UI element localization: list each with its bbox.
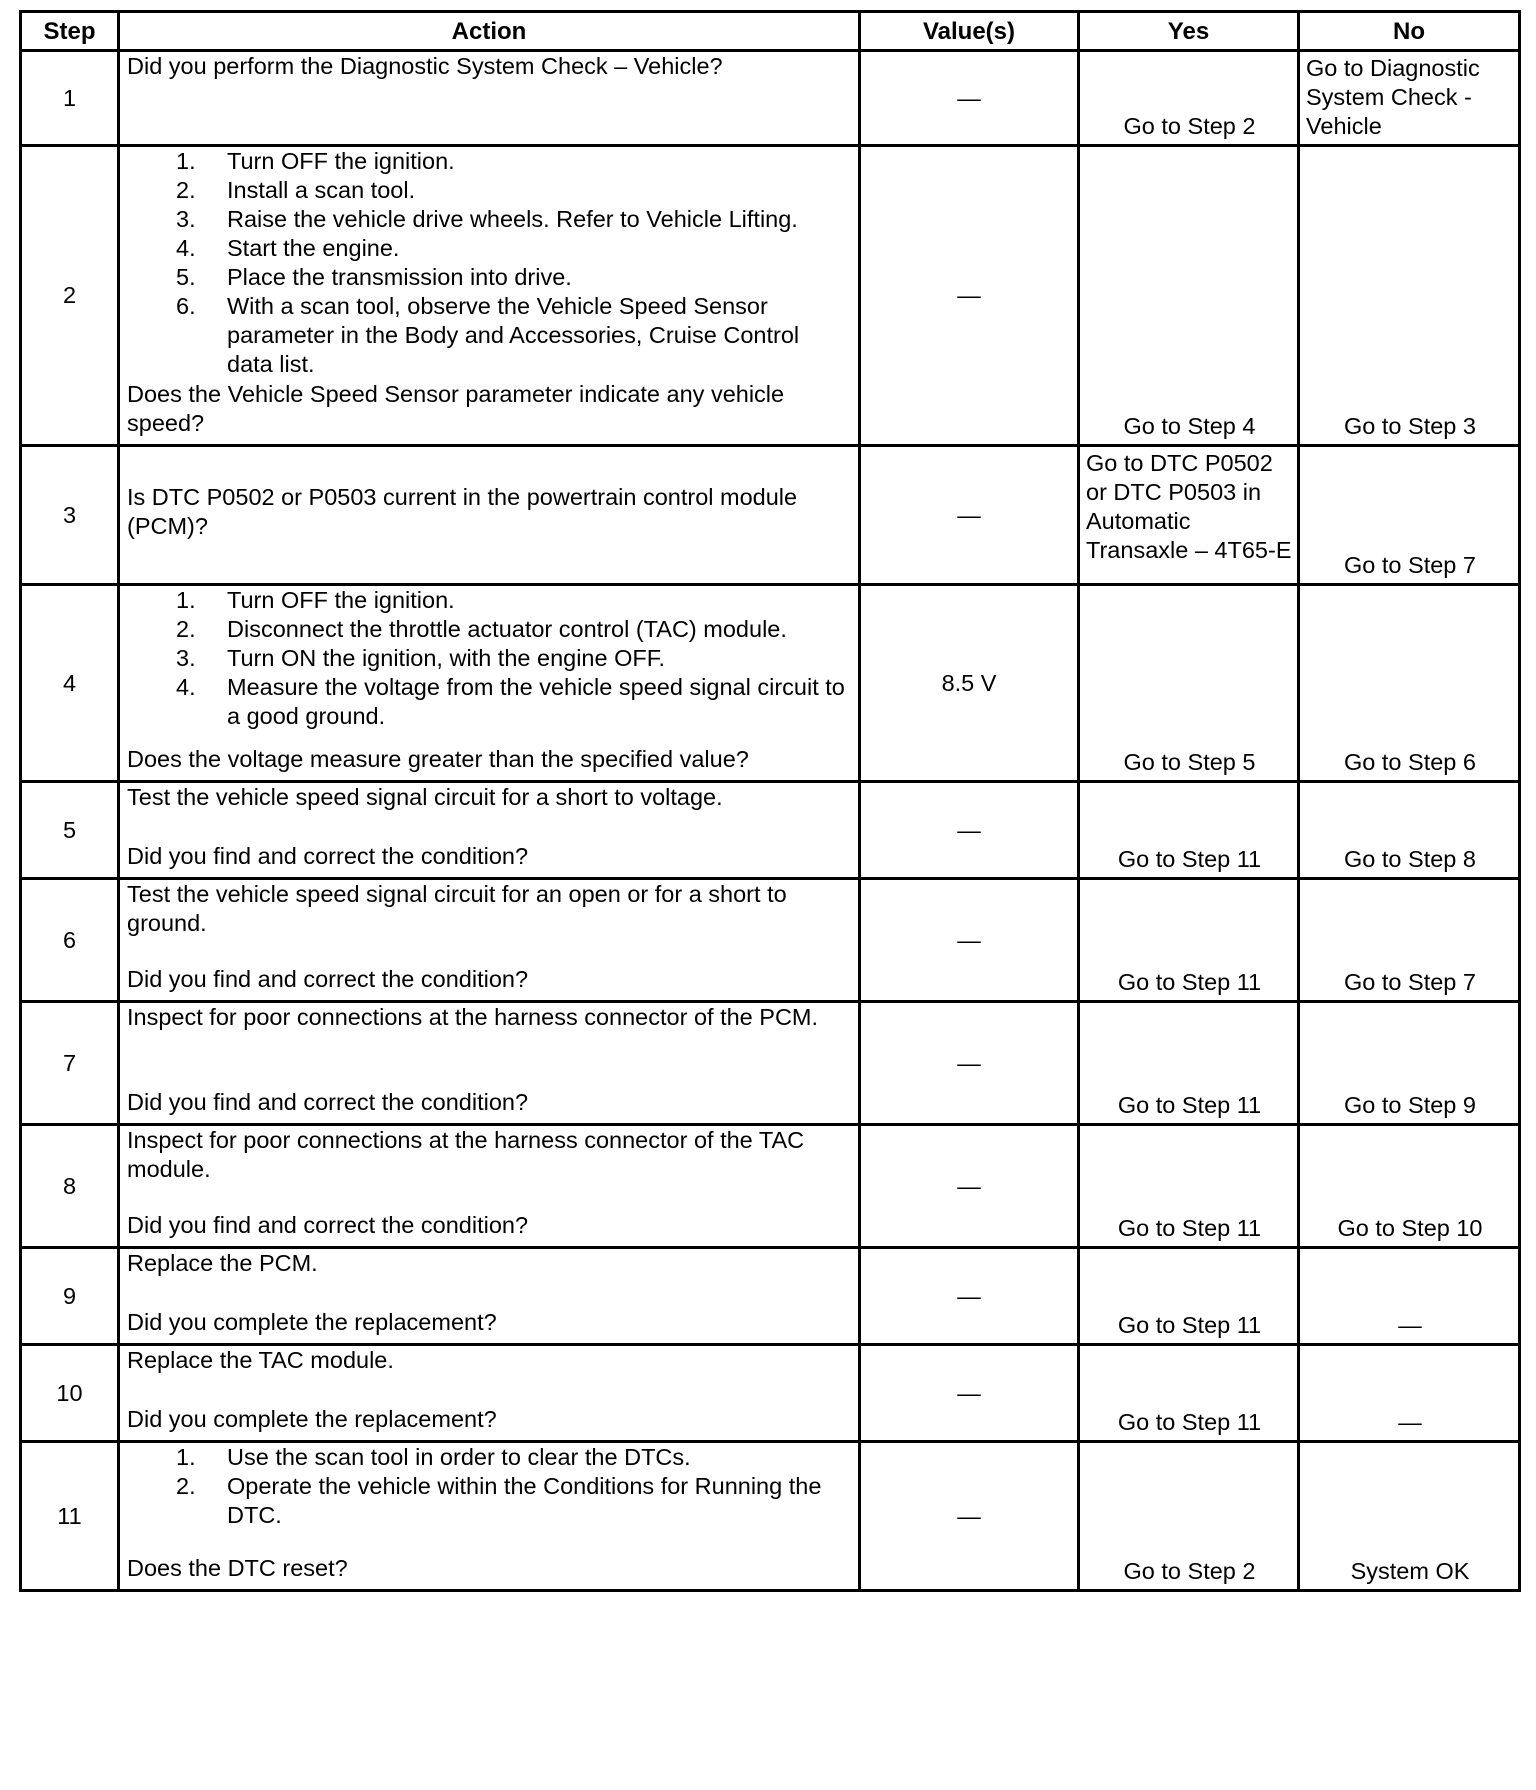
list-item [176, 176, 850, 205]
yes-cell: Go to Step 5 [1079, 585, 1299, 782]
list-item [176, 147, 850, 176]
value-cell: — [860, 782, 1079, 879]
action-question: Did you find and correct the condition? [127, 1212, 529, 1238]
step-number: 1 [21, 51, 119, 146]
numbered-list [127, 1443, 850, 1530]
yes-cell: Go to Step 11 [1079, 879, 1299, 1002]
value-cell: — [860, 1248, 1079, 1345]
action-text: Inspect for poor connections at the harness connector of the PCM. [127, 1004, 819, 1030]
table-row [21, 51, 1520, 146]
no-cell: — [1299, 1248, 1520, 1345]
list-item-text: Operate the vehicle within the Conditions for Running the DTC. [227, 1473, 822, 1528]
header-action: Action [119, 12, 860, 51]
yes-cell: Go to Step 4 [1079, 146, 1299, 446]
table-row [21, 446, 1520, 585]
action-cell [119, 446, 860, 585]
step-number: 8 [21, 1125, 119, 1248]
table-row [21, 1125, 1520, 1248]
list-item [176, 644, 850, 673]
list-item-text: Start the engine. [227, 235, 400, 261]
yes-cell: Go to Step 11 [1079, 1002, 1299, 1125]
list-item-number: 6. [176, 293, 196, 319]
action-cell [119, 1248, 860, 1345]
value-cell: — [860, 446, 1079, 585]
action-text: Replace the TAC module. [127, 1347, 394, 1373]
table-row [21, 1002, 1520, 1125]
list-item-text: Turn OFF the ignition. [227, 148, 455, 174]
action-text: Did you perform the Diagnostic System Check – Vehicle? [127, 53, 723, 79]
no-cell: — [1299, 1345, 1520, 1442]
no-cell: Go to Step 3 [1299, 146, 1520, 446]
list-item-text: Raise the vehicle drive wheels. Refer to Vehicle Lifting. [227, 206, 798, 232]
no-cell: Go to Diagnostic System Check - Vehicle [1299, 51, 1520, 146]
table-row [21, 782, 1520, 879]
value-cell: — [860, 1002, 1079, 1125]
action-cell [119, 1345, 860, 1442]
list-item-text: With a scan tool, observe the Vehicle Speed Sensor parameter in the Body and Accessories, Cruise Control data list. [227, 293, 800, 377]
list-item [176, 615, 850, 644]
step-number: 6 [21, 879, 119, 1002]
action-text: Is DTC P0502 or P0503 current in the powertrain control module (PCM)? [127, 484, 798, 539]
step-number: 5 [21, 782, 119, 879]
list-item [176, 205, 850, 234]
value-cell: — [860, 1345, 1079, 1442]
action-cell [119, 879, 860, 1002]
action-cell [119, 1442, 860, 1591]
diagnostic-table [19, 10, 1521, 1592]
action-text: Test the vehicle speed signal circuit for a short to voltage. [127, 784, 723, 810]
action-cell [119, 51, 860, 146]
action-question: Does the voltage measure greater than the specified value? [127, 746, 749, 772]
action-instructions [127, 1443, 850, 1530]
yes-cell: Go to Step 11 [1079, 1125, 1299, 1248]
action-question: Did you find and correct the condition? [127, 1089, 529, 1115]
action-text: Test the vehicle speed signal circuit for an open or for a short to ground. [127, 881, 787, 936]
header-no: No [1299, 12, 1520, 51]
action-instructions [127, 147, 850, 379]
action-question: Did you find and correct the condition? [127, 843, 529, 869]
no-cell: Go to Step 10 [1299, 1125, 1520, 1248]
table-body [21, 51, 1520, 1591]
action-text: Inspect for poor connections at the harness connector of the TAC module. [127, 1127, 805, 1182]
list-item-number: 3. [176, 206, 196, 232]
action-instructions [127, 880, 850, 938]
numbered-list [127, 147, 850, 379]
action-question: Did you complete the replacement? [127, 1309, 497, 1335]
step-number: 11 [21, 1442, 119, 1591]
yes-cell: Go to Step 2 [1079, 1442, 1299, 1591]
numbered-list [127, 586, 850, 731]
action-question: Does the DTC reset? [127, 1555, 348, 1581]
list-item-number: 3. [176, 645, 196, 671]
list-item-number: 2. [176, 177, 196, 203]
value-cell: — [860, 1125, 1079, 1248]
action-question: Did you find and correct the condition? [127, 966, 529, 992]
value-cell: 8.5 V [860, 585, 1079, 782]
action-cell [119, 782, 860, 879]
list-item-number: 2. [176, 1473, 196, 1499]
value-cell: — [860, 879, 1079, 1002]
value-cell: — [860, 51, 1079, 146]
yes-cell: Go to Step 11 [1079, 1345, 1299, 1442]
action-instructions [127, 483, 850, 541]
list-item-number: 4. [176, 235, 196, 261]
list-item-text: Turn OFF the ignition. [227, 587, 455, 613]
no-cell: Go to Step 8 [1299, 782, 1520, 879]
action-instructions [127, 1126, 850, 1184]
table-row [21, 1442, 1520, 1591]
no-cell: Go to Step 9 [1299, 1002, 1520, 1125]
list-item [176, 263, 850, 292]
value-cell: — [860, 1442, 1079, 1591]
table-row [21, 879, 1520, 1002]
action-cell [119, 1002, 860, 1125]
table-row [21, 1248, 1520, 1345]
action-text: Replace the PCM. [127, 1250, 318, 1276]
no-cell: Go to Step 7 [1299, 879, 1520, 1002]
list-item [176, 673, 850, 731]
step-number: 4 [21, 585, 119, 782]
step-number: 10 [21, 1345, 119, 1442]
action-cell [119, 585, 860, 782]
list-item-number: 2. [176, 616, 196, 642]
list-item-text: Turn ON the ignition, with the engine OFF. [227, 645, 666, 671]
no-cell: Go to Step 7 [1299, 446, 1520, 585]
action-cell [119, 1125, 860, 1248]
list-item-text: Use the scan tool in order to clear the DTCs. [227, 1444, 691, 1470]
list-item [176, 234, 850, 263]
action-instructions [127, 52, 850, 81]
table-row [21, 585, 1520, 782]
action-instructions [127, 586, 850, 731]
list-item-text: Place the transmission into drive. [227, 264, 572, 290]
list-item [176, 292, 850, 379]
table-row [21, 1345, 1520, 1442]
action-instructions [127, 1249, 850, 1278]
step-number: 2 [21, 146, 119, 446]
action-question: Did you complete the replacement? [127, 1406, 497, 1432]
list-item-number: 5. [176, 264, 196, 290]
table-row [21, 146, 1520, 446]
list-item-text: Install a scan tool. [227, 177, 416, 203]
step-number: 7 [21, 1002, 119, 1125]
list-item-number: 1. [176, 1444, 196, 1470]
step-number: 3 [21, 446, 119, 585]
yes-cell: Go to DTC P0502 or DTC P0503 in Automatic Transaxle – 4T65-E [1079, 446, 1299, 585]
action-cell [119, 146, 860, 446]
list-item-text: Measure the voltage from the vehicle speed signal circuit to a good ground. [227, 674, 845, 729]
list-item [176, 1443, 850, 1472]
step-number: 9 [21, 1248, 119, 1345]
yes-cell: Go to Step 11 [1079, 1248, 1299, 1345]
list-item-number: 1. [176, 587, 196, 613]
no-cell: System OK [1299, 1442, 1520, 1591]
list-item [176, 586, 850, 615]
value-cell: — [860, 146, 1079, 446]
action-instructions [127, 1003, 850, 1032]
list-item-text: Disconnect the throttle actuator control (TAC) module. [227, 616, 787, 642]
header-step: Step [21, 12, 119, 51]
list-item-number: 1. [176, 148, 196, 174]
no-cell: Go to Step 6 [1299, 585, 1520, 782]
header-yes: Yes [1079, 12, 1299, 51]
header-values: Value(s) [860, 12, 1079, 51]
yes-cell: Go to Step 2 [1079, 51, 1299, 146]
action-instructions [127, 783, 850, 812]
action-question: Does the Vehicle Speed Sensor parameter indicate any vehicle speed? [127, 381, 785, 436]
list-item-number: 4. [176, 674, 196, 700]
list-item [176, 1472, 850, 1530]
action-instructions [127, 1346, 850, 1375]
yes-cell: Go to Step 11 [1079, 782, 1299, 879]
header-row [21, 12, 1520, 51]
